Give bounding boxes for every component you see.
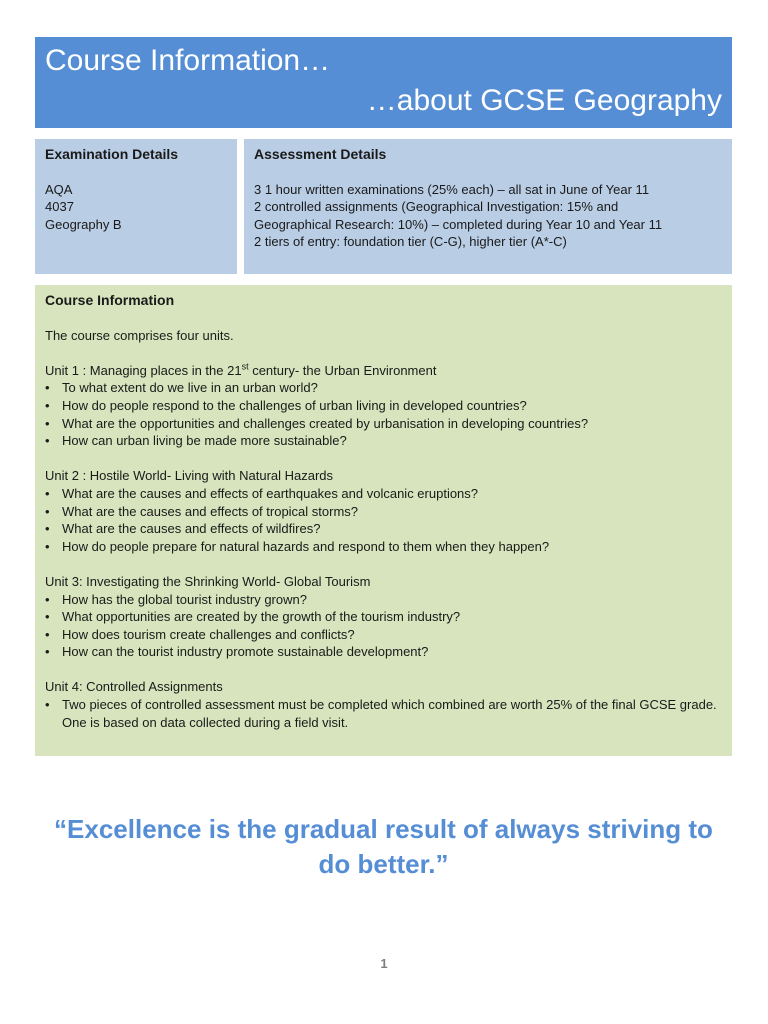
unit-2-section [45, 467, 722, 555]
course-intro: The course comprises four units. [45, 327, 234, 343]
list-item: • How do people respond to the challenges of urban living in developed countries? [45, 397, 722, 415]
list-item: • How can urban living be made more sustainable? [45, 432, 722, 450]
list-item: • How does tourism create challenges and conflicts? [45, 626, 722, 644]
unit-heading: Unit 3: Investigating the Shrinking World- Global Tourism [45, 573, 371, 589]
list-item: • How has the global tourist industry grown? [45, 591, 722, 609]
unit-4-questions [45, 696, 722, 731]
assessment-line: 2 controlled assignments (Geographical Investigation: 15% and [254, 199, 619, 215]
assessment-details-box [244, 139, 732, 274]
assessment-line: 2 tiers of entry: foundation tier (C-G), higher tier (A*-C) [254, 234, 567, 250]
header-title-line1: Course Information… [45, 44, 331, 77]
header-title-line2: …about GCSE Geography [366, 84, 722, 117]
unit-heading: Unit 4: Controlled Assignments [45, 679, 223, 695]
page-number: 1 [380, 956, 388, 971]
motivational-quote: “Excellence is the gradual result of always striving to do better.” [54, 814, 713, 879]
assessment-line: Geographical Research: 10%) – completed during Year 10 and Year 11 [254, 216, 663, 232]
list-item: • What are the causes and effects of wildfires? [45, 520, 722, 538]
exam-code: 4037 [45, 199, 74, 215]
list-item: • How do people prepare for natural hazards and respond to them when they happen? [45, 538, 722, 556]
list-item: • What opportunities are created by the growth of the tourism industry? [45, 608, 722, 626]
exam-specification: Geography B [45, 216, 122, 232]
unit-3-questions [45, 591, 722, 661]
course-information-title: Course Information [45, 292, 175, 308]
list-item: • What are the causes and effects of tropical storms? [45, 503, 722, 521]
list-item: • To what extent do we live in an urban world? [45, 379, 722, 397]
list-item: • Two pieces of controlled assessment must be completed which combined are worth 25% of the final GCSE grade. One is based on data collected during a field visit. [45, 696, 722, 731]
unit-2-questions [45, 485, 722, 555]
examination-details-title: Examination Details [45, 146, 179, 162]
list-item: • How can the tourist industry promote sustainable development? [45, 643, 722, 661]
list-item: • What are the opportunities and challenges created by urbanisation in developing countries? [45, 415, 722, 433]
examination-details-box [35, 139, 237, 274]
assessment-details-title: Assessment Details [254, 146, 387, 162]
unit-3-section [45, 573, 722, 661]
header-banner [35, 37, 732, 128]
list-item: • What are the causes and effects of earthquakes and volcanic eruptions? [45, 485, 722, 503]
unit-heading: Unit 2 : Hostile World- Living with Natural Hazards [45, 468, 334, 484]
exam-board: AQA [45, 181, 73, 197]
unit-1-section [45, 362, 722, 450]
unit-1-questions [45, 379, 722, 449]
unit-4-section [45, 678, 722, 731]
course-information-box [35, 285, 732, 756]
unit-heading: Unit 1 : Managing places in the 21st century- the Urban Environment [45, 361, 437, 378]
assessment-line: 3 1 hour written examinations (25% each) – all sat in June of Year 11 [254, 181, 650, 197]
